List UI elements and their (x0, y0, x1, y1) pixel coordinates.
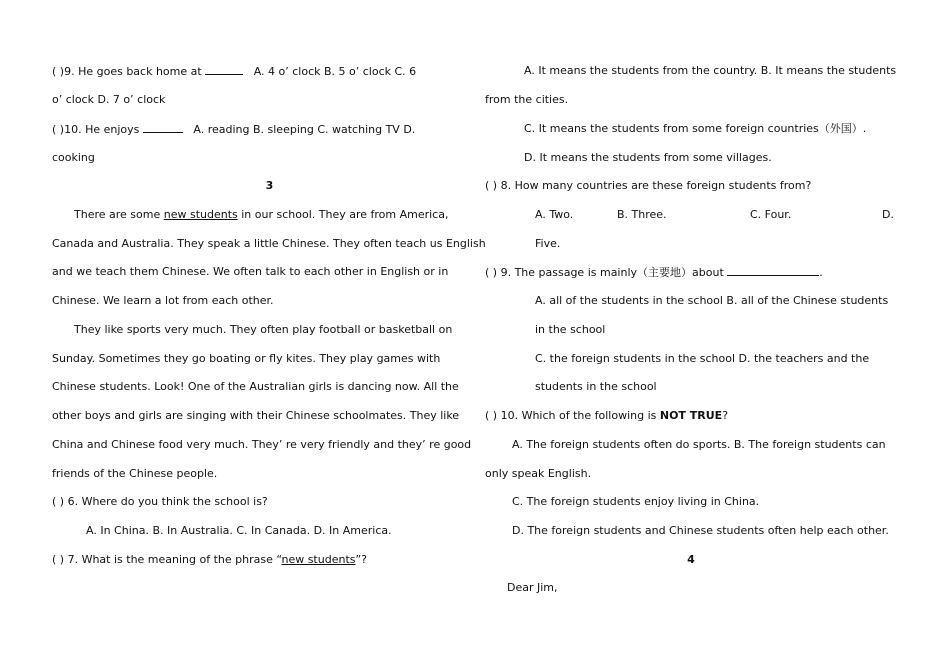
underlined-phrase: new students (281, 553, 356, 566)
question-10-option-cont: only speak English. (485, 467, 592, 480)
passage-line: Sunday. Sometimes they go boating or fly kites. They play games with (52, 352, 441, 365)
question-9-options-cont: o’ clock D. 7 o’ clock (52, 93, 166, 106)
question-7-option-d: D. It means the students from some villages. (524, 151, 772, 164)
passage-line: friends of the Chinese people. (52, 467, 218, 480)
passage-line: They like sports very much. They often play football or basketball on (74, 323, 453, 336)
answer-blank[interactable] (143, 122, 183, 133)
section-heading-4: 4 (687, 553, 695, 566)
underlined-phrase: new students (163, 208, 238, 221)
letter-salutation: Dear Jim, (507, 581, 558, 594)
passage-line: China and Chinese food very much. They’ re very friendly and they’ re good (52, 438, 472, 451)
question-9-right: ( ) 9. The passage is mainly（主要地）about . (485, 266, 823, 279)
question-7-option-cont: from the cities. (485, 93, 569, 106)
question-10-option-ab: A. The foreign students often do sports. B. The foreign students can (512, 438, 886, 451)
question-10-right: ( ) 10. Which of the following is NOT TRUE? (485, 409, 729, 422)
answer-blank[interactable] (205, 64, 243, 75)
question-9-option-cd: C. the foreign students in the school D. the teachers and the (535, 352, 870, 365)
passage-line: There are some new students in our school. They are from America, (74, 208, 449, 221)
question-9-option-cont: students in the school (535, 380, 657, 393)
question-6: ( ) 6. Where do you think the school is? (52, 495, 268, 508)
passage-line: Chinese. We learn a lot from each other. (52, 294, 274, 307)
question-10-option-d: D. The foreign students and Chinese students often help each other. (512, 524, 889, 537)
question-8-option-c: C. Four. (750, 208, 792, 221)
question-7-option-ab: A. It means the students from the country. B. It means the students (524, 64, 897, 77)
question-9: ( )9. He goes back home at A. 4 o’ clock B. 5 o’ clock C. 6 (52, 65, 417, 78)
question-6-options: A. In China. B. In Australia. C. In Canada. D. In America. (86, 524, 392, 537)
question-8-option-d: D. (882, 208, 894, 221)
section-heading-3: 3 (265, 179, 274, 192)
answer-blank[interactable] (727, 265, 819, 276)
question-10-options-cont: cooking (52, 151, 95, 164)
question-10: ( )10. He enjoys A. reading B. sleeping C. watching TV D. (52, 123, 416, 136)
passage-line: other boys and girls are singing with their Chinese schoolmates. They like (52, 409, 460, 422)
question-7-option-c: C. It means the students from some foreign countries（外国）. (524, 122, 867, 135)
question-8-option-b: B. Three. (617, 208, 667, 221)
question-8-option-a: A. Two. (535, 208, 574, 221)
question-8: ( ) 8. How many countries are these foreign students from? (485, 179, 812, 192)
passage-line: Canada and Australia. They speak a little Chinese. They often teach us English (52, 237, 486, 250)
passage-line: and we teach them Chinese. We often talk to each other in English or in (52, 265, 449, 278)
question-10-option-c: C. The foreign students enjoy living in China. (512, 495, 760, 508)
question-9-option-cont: in the school (535, 323, 606, 336)
question-9-option-ab: A. all of the students in the school B. all of the Chinese students (535, 294, 889, 307)
passage-line: Chinese students. Look! One of the Australian girls is dancing now. All the (52, 380, 459, 393)
question-8-option-d-cont: Five. (535, 237, 561, 250)
emphasis: NOT TRUE (659, 409, 723, 422)
question-7: ( ) 7. What is the meaning of the phrase “new students”? (52, 553, 368, 566)
